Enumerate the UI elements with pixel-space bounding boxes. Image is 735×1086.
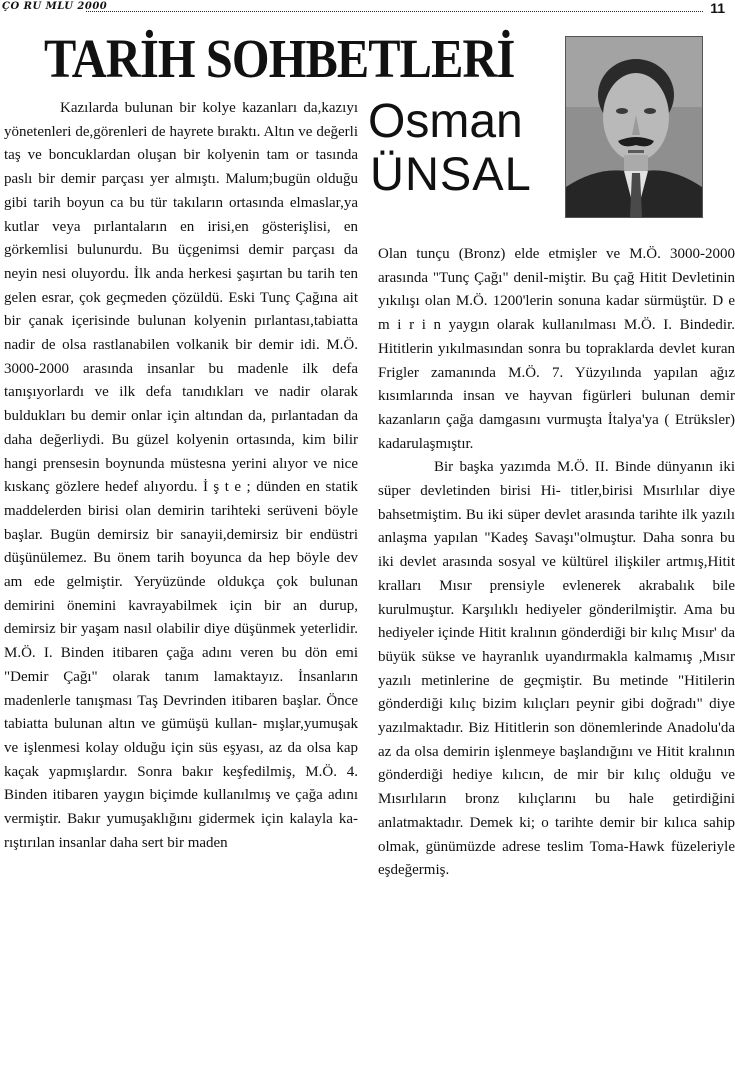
article-paragraph: Kazılarda bulunan bir kolye kazanları da,kazıyı yönetenleri de,görenleri de hayrete bıraktı. Altın ve değerli taş ve boncuklardan oluşan bir kolyenin tam or tasında paslı bir demir parçası yer almıştı. Malum;bugün olduğu gibi tarih boyun ca bu tür takıların ortasında elmaslar,ya kutlar veya pırlantaların en irisi,en gösterişlisi, en görkemlisi bulunurdu. Bu üçgenimsi demir parçası da neyin nesi oluyordu. İlk anda herkesi şaşırtan bu tarih ten gelen esrar, çok geçmeden çözüldü. Eski Tunç Çağına ait bir çanak içerisinde bulunan kolyenin pırlantası,tabiatta nadir de olsa rastlanabilen volkanik bir demir idi. M.Ö. 3000-2000 arasında insanlar bu madenle ilk defa tanışıyorlardı ve ilk defa tanıdıkları ve nadir olarak buldukları bu demir onlar için altından da, pırlantadan da daha değerliydi. Bu güzel kolyenin ortasında, kim bilir hangi prensesin boynunda müstesna yerini alıyor ve nice kıskanç gözlere hedef alıyordu. İ ş t e ; dünden en statik maddelerden birisi olan demirin tarihteki serüveni böyle başlar. Bugün demirsiz bir sanayii,demirsiz bir endüstri düşünülemez. Bu önem tarih boyunca da hep böyle dev am ede gelmiştir. Yeryüzünde oldukça çok bulunan demirini önemini kavrayabilmek için bir an durup, demirsiz bir yaşam nasıl olabilir diye düşünmek yeterlidir. M.Ö. I. Binden itibaren çağa adını veren bu dön emi "Demir Çağı" olarak tanım lamaktayız. İnsanların madenlerle tanışması Taş Devrinden itibaren başlar. Önce tabiatta bulunan altın ve gümüşü kullan- mışlar,yumuşak ve işlenmesi kolay olduğu için süs eşyası, az da olsa kap kaçak yapmışlardır. Sonra bakır keşfedilmiş, M.Ö. 4. Binden itibaren yaygın biçimde kullanılmış ve çağa adını vermiştir. Bakır yumuşaklığını gidermek için kalayla ka-rıştırılan insanlar daha sert bir maden — [4, 100, 358, 851]
article-paragraph: Olan tunçu (Bronz) elde etmişler ve M.Ö. 3000-2000 arasında "Tunç Çağı" denil-miştir. Bu çağ Hitit Devletinin yıkılışı olan M.Ö. 1200'lerin sonuna kadar sürmüştür. D e m i r i n yaygın olarak kullanılması M.Ö. I. Bindedir. Hititlerin yıkılmasından sonra bu topraklarda devlet kuran Frigler zamanında M.Ö. 7. Yüzyılında yapılan ağız kısımlarında insan ve hayvan figürleri bulunan demir kazanların çağa damgasını vurmuşta İtalya'ya ( Etrüksler) kadarulaşmıştır. — [378, 246, 735, 452]
page-header — [2, 0, 733, 18]
article-title: TARİH SOHBETLERİ — [44, 28, 515, 89]
author-first-name: Osman — [368, 95, 523, 148]
author-photo — [565, 36, 703, 218]
page-number: 11 — [710, 0, 725, 16]
header-dotted-rule — [86, 11, 703, 12]
publication-name: ÇO RU MLU 2000 — [2, 1, 108, 12]
author-portrait-image — [566, 37, 702, 217]
article-column-left — [4, 97, 358, 856]
author-last-name: ÜNSAL — [370, 147, 532, 200]
article-column-right — [378, 243, 735, 883]
article-paragraph: Bir başka yazımda M.Ö. II. Binde dünyanın iki süper devletinden birisi Hi- titler,birisi Mısırlılar diye bahsetmiştim. Bu iki süper devlet arasında tarihte ilk yazılı anlaşma yapılan "Kadeş Savaşı"olmuştur. Daha sonra bu iki devlet arasında sosyal ve kültürel ilişkiler artmış,Hitit kralları Mısır prensiyle evlenerek akrabalık bile kurulmuştur. Karşılıklı hediyeler gönderilmiştir. Ama bu hediyeler içinde Hitit kralının gönderdiği bir kılıç Mısır' da büyük sükse ve hayranlık uyandırmakla kalmamış ,Mısır yazılı metinlerine de geçmiştir. Bu metinde "Hitilerin gönderdiği kılıç bizim kılıçları peynir gibi doğradı" diye yazılmaktadır. Biz Hititlerin son dönemlerinde Anadolu'da az da olsa demirin işlenmeye başlandığını ve Hitit kralının gönderdiği hediye kılıcın, de mir bir kılıç olduğu ve Mısırlıların bronz kılıçlarını bu hale getirdiğini anlatmaktadır. Demek ki; o tarihte demir bir kılıca sahip olmak, günümüzde adrese teslim Toma-Hawk füzeleriyle eşdeğermiş. — [378, 459, 735, 879]
